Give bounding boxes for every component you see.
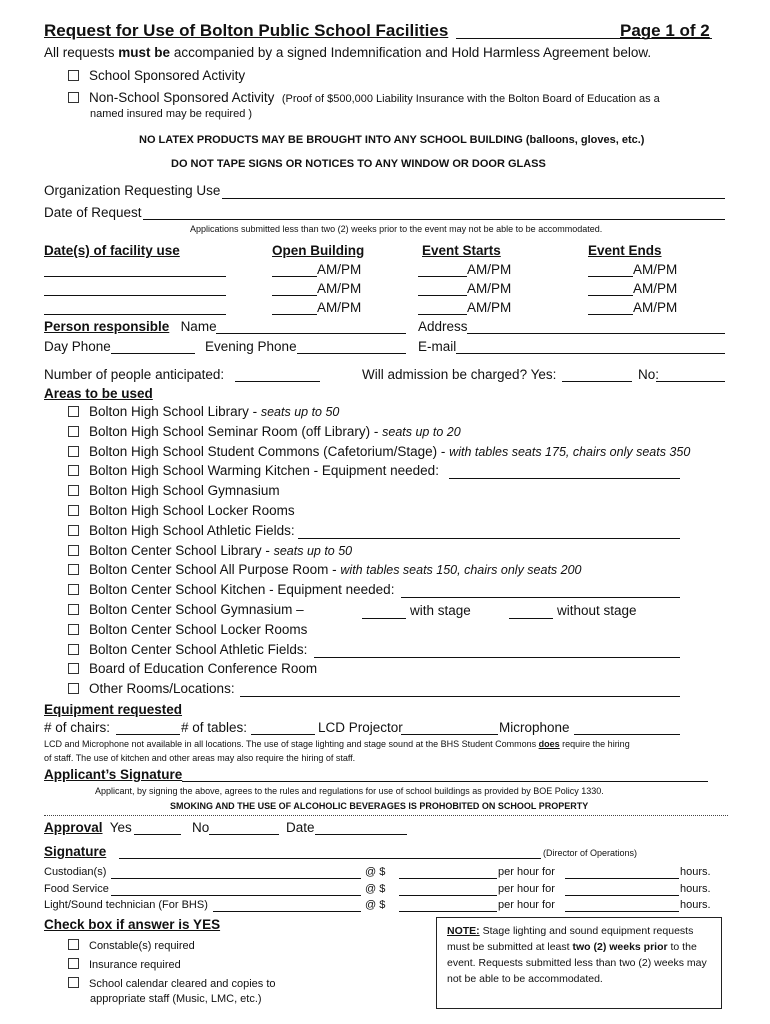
area-item[interactable]: Bolton Center School Gymnasium – [68,602,304,617]
area-item[interactable]: Bolton High School Student Commons (Cafetorium/Stage) - with tables seats 175, chairs only seats 350 [68,444,690,459]
address-label: Address [418,319,468,334]
evening-phone-label: Evening Phone [205,339,297,354]
event-ends-heading: Event Ends [588,243,662,258]
checkbox-icon[interactable] [68,70,79,81]
checks-heading: Check box if answer is YES [44,917,221,932]
event-end-ampm: AM/PM [633,300,678,315]
check-insurance[interactable]: Insurance required [68,958,181,971]
approval-no-input[interactable] [209,834,279,835]
facility-date-input[interactable] [44,276,226,277]
checkbox-icon[interactable] [68,92,79,103]
area-item[interactable]: Bolton High School Seminar Room (off Library) - seats up to 20 [68,424,461,439]
area-item[interactable]: Bolton Center School Athletic Fields: [68,642,307,657]
equipment-note: LCD and Microphone not available in all locations. The use of stage lighting and stage sound at the BHS Student Commons does require the hiring [44,739,630,749]
without-stage-label: without stage [557,603,637,618]
checkbox-icon[interactable] [68,958,79,969]
check-calendar[interactable]: School calendar cleared and copies to [68,977,276,990]
admission-no-label: No: [638,367,660,382]
checkbox-icon[interactable] [68,939,79,950]
latex-notice: NO LATEX PRODUCTS MAY BE BROUGHT INTO ANY SCHOOL BUILDING (balloons, gloves, etc.) [139,134,645,146]
fee-row-label: Food Service [44,882,109,895]
open-building-ampm: AM/PM [317,262,362,277]
checkbox-icon[interactable] [68,505,79,516]
checkbox-icon[interactable] [68,465,79,476]
fee-name-input[interactable] [213,911,361,912]
approval-yes-input[interactable] [134,834,181,835]
nonschool-sponsored-option[interactable]: Non-School Sponsored Activity (Proof of $500,000 Liability Insurance with the Bolton Board of Education as a [68,90,660,105]
event-end-input[interactable] [588,295,633,296]
event-start-input[interactable] [418,276,467,277]
open-building-heading: Open Building [272,243,365,258]
approval-date-label: Date [286,820,315,835]
area-item[interactable]: Bolton Center School Library - seats up to 50 [68,543,352,558]
evening-phone-input[interactable] [297,353,406,354]
area-item[interactable]: Bolton Center School Locker Rooms [68,622,307,637]
event-end-ampm: AM/PM [633,262,678,277]
fee-at-label: @ $ [365,882,386,895]
lcd-label: LCD Projector [318,720,403,735]
area-item[interactable]: Other Rooms/Locations: [68,681,235,696]
checkbox-icon[interactable] [68,584,79,595]
fee-hours-label: hours. [680,866,711,878]
org-label: Organization Requesting Use [44,183,221,198]
checkbox-icon[interactable] [68,604,79,615]
tape-notice: DO NOT TAPE SIGNS OR NOTICES TO ANY WINDOW OR DOOR GLASS [171,158,546,170]
director-signature-input[interactable] [119,858,541,859]
checkbox-icon[interactable] [68,406,79,417]
approval-row: Approval Yes [44,820,132,835]
signature-heading: Signature [44,844,107,859]
fee-rate-input[interactable] [399,895,497,896]
date-request-input[interactable] [143,219,725,220]
fee-per-hour-label: per hour for [498,882,555,895]
checkbox-icon[interactable] [68,663,79,674]
applicant-signature-heading: Applicant’s Signature [44,767,183,782]
school-sponsored-option[interactable]: School Sponsored Activity [68,68,245,83]
check-constable[interactable]: Constable(s) required [68,939,195,952]
page-number: Page 1 of 2 [620,21,710,40]
areas-heading: Areas to be used [44,386,153,401]
checkbox-icon[interactable] [68,525,79,536]
event-end-input[interactable] [588,276,633,277]
area-detail-input[interactable] [401,597,680,598]
chairs-input[interactable] [116,734,180,735]
event-start-ampm: AM/PM [467,281,512,296]
fee-name-input[interactable] [111,878,361,879]
area-detail-input[interactable] [240,696,680,697]
fee-rate-input[interactable] [399,878,497,879]
people-label: Number of people anticipated: [44,367,225,382]
area-detail-input[interactable] [298,538,680,539]
area-item[interactable]: Bolton High School Locker Rooms [68,503,295,518]
tables-input[interactable] [251,734,315,735]
nonschool-note-cont: named insured may be required ) [90,108,253,120]
fee-name-input[interactable] [111,895,361,896]
equipment-heading: Equipment requested [44,702,183,717]
area-item[interactable]: Board of Education Conference Room [68,661,317,676]
address-input[interactable] [467,333,725,334]
fee-per-hour-label: per hour for [498,899,555,911]
with-stage-label: with stage [410,603,471,618]
fee-hours-input[interactable] [565,878,679,879]
late-note: Applications submitted less than two (2) weeks prior to the event may not be able to be accommodated. [190,224,603,234]
event-start-ampm: AM/PM [467,262,512,277]
check-calendar-cont: appropriate staff (Music, LMC, etc.) [90,993,262,1005]
applicant-signature-input[interactable] [182,781,708,782]
fee-hours-label: hours. [680,882,711,895]
person-row: Person responsible Name [44,319,217,334]
area-item[interactable]: Bolton High School Warming Kitchen - Equipment needed: [68,463,439,478]
open-building-ampm: AM/PM [317,281,362,296]
open-building-input[interactable] [272,314,317,315]
checkbox-icon[interactable] [68,564,79,575]
mic-label: Microphone [499,720,570,735]
org-input[interactable] [222,198,725,199]
lcd-input[interactable] [401,734,498,735]
person-name-input[interactable] [216,333,406,334]
admission-label: Will admission be charged? Yes: [362,367,557,382]
checkbox-icon[interactable] [68,644,79,655]
area-detail-input[interactable] [314,657,680,658]
tables-label: # of tables: [181,720,248,735]
area-item[interactable]: Bolton High School Athletic Fields: [68,523,295,538]
approval-date-input[interactable] [315,834,407,835]
fee-at-label: @ $ [365,899,386,911]
open-building-input[interactable] [272,276,317,277]
checkbox-icon[interactable] [68,426,79,437]
fee-hours-input[interactable] [565,911,679,912]
fee-row-label: Light/Sound technician (For BHS) [44,899,208,911]
checkbox-icon[interactable] [68,446,79,457]
divider [44,815,728,816]
fee-rate-input[interactable] [399,911,497,912]
page-title: Request for Use of Bolton Public School Facilities [44,21,449,40]
intro-text: All requests must be accompanied by a signed Indemnification and Hold Harmless Agreement below. [44,45,652,60]
facility-date-input[interactable] [44,314,226,315]
mic-input[interactable] [574,734,680,735]
checkbox-icon[interactable] [68,545,79,556]
director-label: (Director of Operations) [543,848,638,858]
event-start-input[interactable] [418,295,467,296]
area-item[interactable]: Bolton High School Gymnasium [68,483,280,498]
checkbox-icon[interactable] [68,683,79,694]
open-building-input[interactable] [272,295,317,296]
admission-yes-input[interactable] [562,381,632,382]
event-end-input[interactable] [588,314,633,315]
chairs-label: # of chairs: [44,720,111,735]
day-phone-input[interactable] [111,353,195,354]
area-detail-input[interactable] [449,478,680,479]
area-item[interactable]: Bolton Center School All Purpose Room - with tables seats 150, chairs only seats 200 [68,562,582,577]
event-start-ampm: AM/PM [467,300,512,315]
equipment-note-2: of staff. The use of kitchen and other areas may also require the hiring of staff. [44,753,356,763]
checkbox-icon[interactable] [68,485,79,496]
area-item[interactable]: Bolton High School Library - seats up to 50 [68,404,339,419]
approval-no-label: No [192,820,210,835]
applicant-agree: Applicant, by signing the above, agrees to the rules and regulations for use of school buildings as provided by BOE Policy 1330. [95,786,604,796]
event-end-ampm: AM/PM [633,281,678,296]
date-request-label: Date of Request [44,205,142,220]
open-building-ampm: AM/PM [317,300,362,315]
fee-at-label: @ $ [365,866,386,878]
area-item[interactable]: Bolton Center School Kitchen - Equipment needed: [68,582,394,597]
smoking-notice: SMOKING AND THE USE OF ALCOHOLIC BEVERAGES IS PROHOBITED ON SCHOOL PROPERTY [170,801,589,811]
fee-row-label: Custodian(s) [44,866,107,878]
fee-hours-label: hours. [680,899,711,911]
fee-hours-input[interactable] [565,895,679,896]
facility-date-input[interactable] [44,295,226,296]
email-label: E-mail [418,339,457,354]
checkbox-icon[interactable] [68,624,79,635]
event-starts-heading: Event Starts [422,243,501,258]
dates-heading: Date(s) of facility use [44,243,180,258]
with-stage-input[interactable] [362,618,406,619]
fee-per-hour-label: per hour for [498,866,555,878]
event-start-input[interactable] [418,314,467,315]
without-stage-input[interactable] [509,618,553,619]
email-input[interactable] [456,353,725,354]
day-phone-label: Day Phone [44,339,111,354]
admission-no-input[interactable] [656,381,725,382]
note-box: NOTE: Stage lighting and sound equipment requests must be submitted at least two (2) weeks prior to the event. Requests submitted less than two (2) weeks may not be able to be accommodated. [436,917,722,1009]
people-input[interactable] [235,381,320,382]
checkbox-icon[interactable] [68,977,79,988]
